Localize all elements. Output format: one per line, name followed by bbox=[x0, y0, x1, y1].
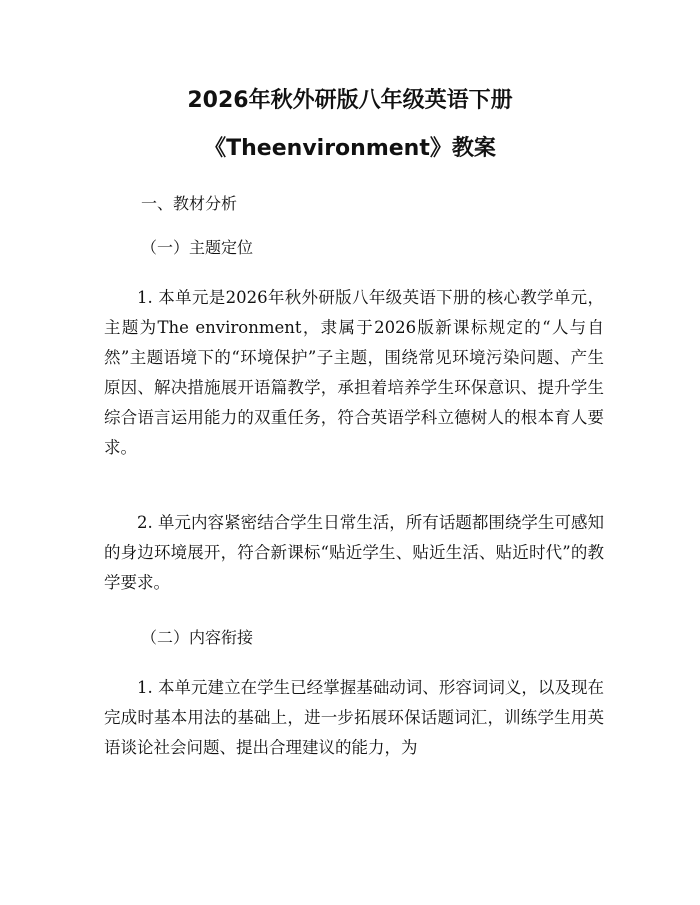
document-title-line-2: 《Theenvironment》教案 bbox=[204, 136, 496, 161]
document-title-line-1: 2026年秋外研版八年级英语下册 bbox=[187, 88, 513, 113]
paragraph-content-connection-1: 1. 本单元建立在学生已经掌握基础动词、形容词词义，以及现在完成时基本用法的基础上，进一步拓展环保话题词汇，训练学生用英语谈论社会问题、提出合理建议的能力，为 bbox=[104, 678, 604, 757]
subsection-heading-content-connection: （二）内容衔接 bbox=[141, 628, 254, 647]
paragraph-theme-positioning-1: 1. 本单元是2026年秋外研版八年级英语下册的核心教学单元，主题为The environment，隶属于2026版新课标规定的“人与自然”主题语境下的“环境保护”子主题，围绕常见环境污染问题、产生原因、解决措施展开语篇教学，承担着培养学生环保意识、提升学生综合语言运用能力的双重任务，符合英语学科立德树人的根本育人要求。 bbox=[104, 288, 604, 457]
subsection-heading-theme-positioning: （一）主题定位 bbox=[141, 238, 254, 257]
paragraph-theme-positioning-2: 2. 单元内容紧密结合学生日常生活，所有话题都围绕学生可感知的身边环境展开，符合新课标“贴近学生、贴近生活、贴近时代”的教学要求。 bbox=[104, 513, 604, 592]
section-heading-materials-analysis: 一、教材分析 bbox=[141, 194, 238, 213]
